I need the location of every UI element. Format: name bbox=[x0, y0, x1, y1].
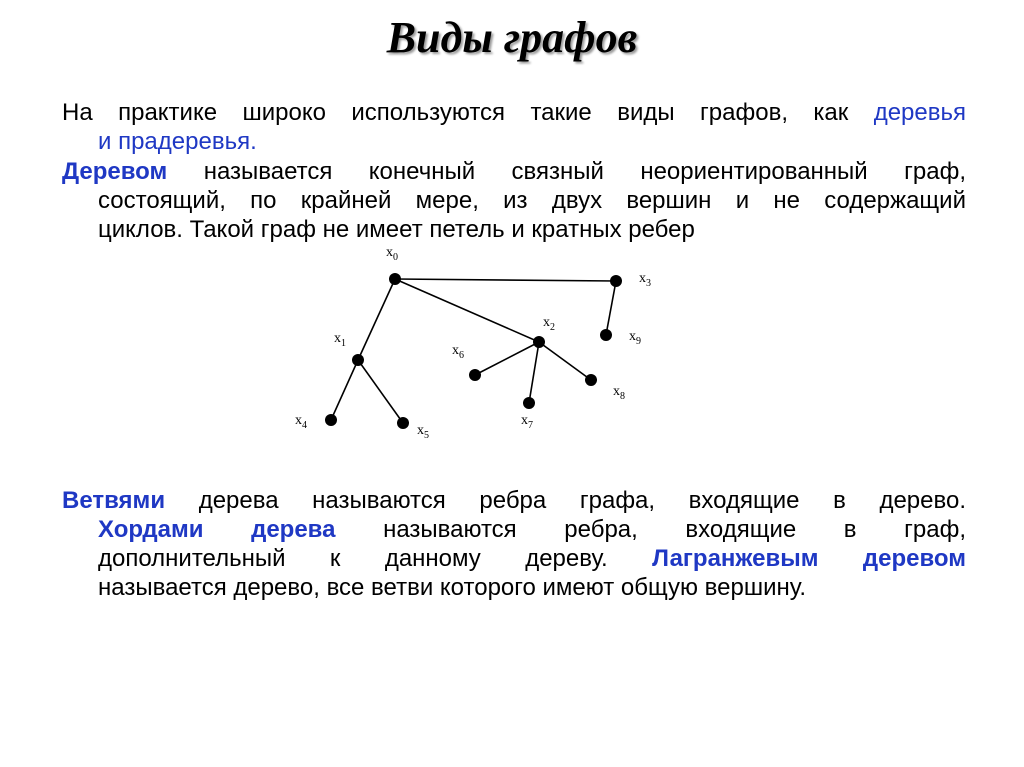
graph-labels bbox=[295, 245, 651, 441]
edge-x2-x6 bbox=[475, 342, 539, 375]
vertex-x9 bbox=[600, 329, 612, 341]
vertex-label-x9: $x_9$ bbox=[629, 329, 641, 347]
vertex-label-x8: $x_8$ bbox=[613, 384, 625, 402]
vertex-label-x7: $x_7$ bbox=[521, 413, 533, 431]
vertex-x5 bbox=[397, 417, 409, 429]
term-trees: деревья bbox=[873, 99, 966, 126]
vertex-label-x5: $x_5$ bbox=[417, 423, 429, 441]
intro-line-1 bbox=[62, 98, 966, 127]
edge-x0-x3 bbox=[395, 279, 616, 281]
edge-x3-x9 bbox=[606, 281, 616, 335]
intro-text: На практике широко используются такие виды графов, как bbox=[62, 99, 849, 126]
term-lagrange-tree: Лагранжевым деревом bbox=[652, 545, 966, 572]
edge-x1-x5 bbox=[358, 360, 403, 423]
vertex-x0 bbox=[389, 273, 401, 285]
edge-x0-x2 bbox=[395, 279, 539, 342]
vertex-x7 bbox=[523, 397, 535, 409]
branches-line-2 bbox=[62, 515, 966, 544]
vertex-x8 bbox=[585, 374, 597, 386]
definition-text-1: называется конечный связный неориентированный граф, bbox=[167, 158, 966, 185]
vertex-x6 bbox=[469, 369, 481, 381]
vertex-x4 bbox=[325, 414, 337, 426]
vertex-label-x6: $x_6$ bbox=[452, 343, 464, 361]
chords-text-2: дополнительный к данному дереву. bbox=[98, 545, 653, 572]
graph-edges bbox=[331, 279, 616, 423]
paragraph-tree-definition bbox=[62, 157, 966, 244]
edge-x0-x1 bbox=[358, 279, 395, 360]
vertex-label-x3: $x_3$ bbox=[639, 271, 651, 289]
vertex-x1 bbox=[352, 354, 364, 366]
vertex-label-x4: $x_4$ bbox=[295, 413, 307, 431]
branches-line-3 bbox=[62, 544, 966, 573]
term-pretrees: и прадеревья. bbox=[98, 128, 257, 155]
vertex-x2 bbox=[533, 336, 545, 348]
definition-line-1 bbox=[62, 157, 966, 186]
vertex-label-x1: $x_1$ bbox=[334, 331, 346, 349]
edge-x2-x7 bbox=[529, 342, 539, 403]
term-tree: Деревом bbox=[62, 158, 168, 185]
paragraph-branches-chords bbox=[62, 486, 966, 602]
branches-line-4: называется дерево, все ветви которого имеют общую вершину. bbox=[98, 574, 807, 601]
vertex-x3 bbox=[610, 275, 622, 287]
edge-x1-x4 bbox=[331, 360, 358, 420]
slide-title: Виды графов bbox=[386, 13, 638, 62]
tree-graph-diagram bbox=[280, 238, 680, 448]
branches-text: дерева называются ребра графа, входящие в дерево. bbox=[165, 487, 966, 514]
term-chords: Хордами дерева bbox=[98, 516, 336, 543]
vertex-label-x2: $x_2$ bbox=[543, 315, 555, 333]
branches-line-1 bbox=[62, 486, 966, 515]
definition-line-3: циклов. Такой граф не имеет петель и кратных ребер bbox=[98, 216, 695, 243]
edge-x2-x8 bbox=[539, 342, 591, 380]
definition-line-2: состоящий, по крайней мере, из двух вершин и не содержащий bbox=[98, 187, 966, 214]
vertex-label-x0: $x_0$ bbox=[386, 245, 398, 263]
chords-text: называются ребра, входящие в граф, bbox=[335, 516, 967, 543]
paragraph-intro bbox=[62, 98, 966, 156]
graph-vertices bbox=[325, 273, 622, 429]
term-branches: Ветвями bbox=[62, 487, 166, 514]
